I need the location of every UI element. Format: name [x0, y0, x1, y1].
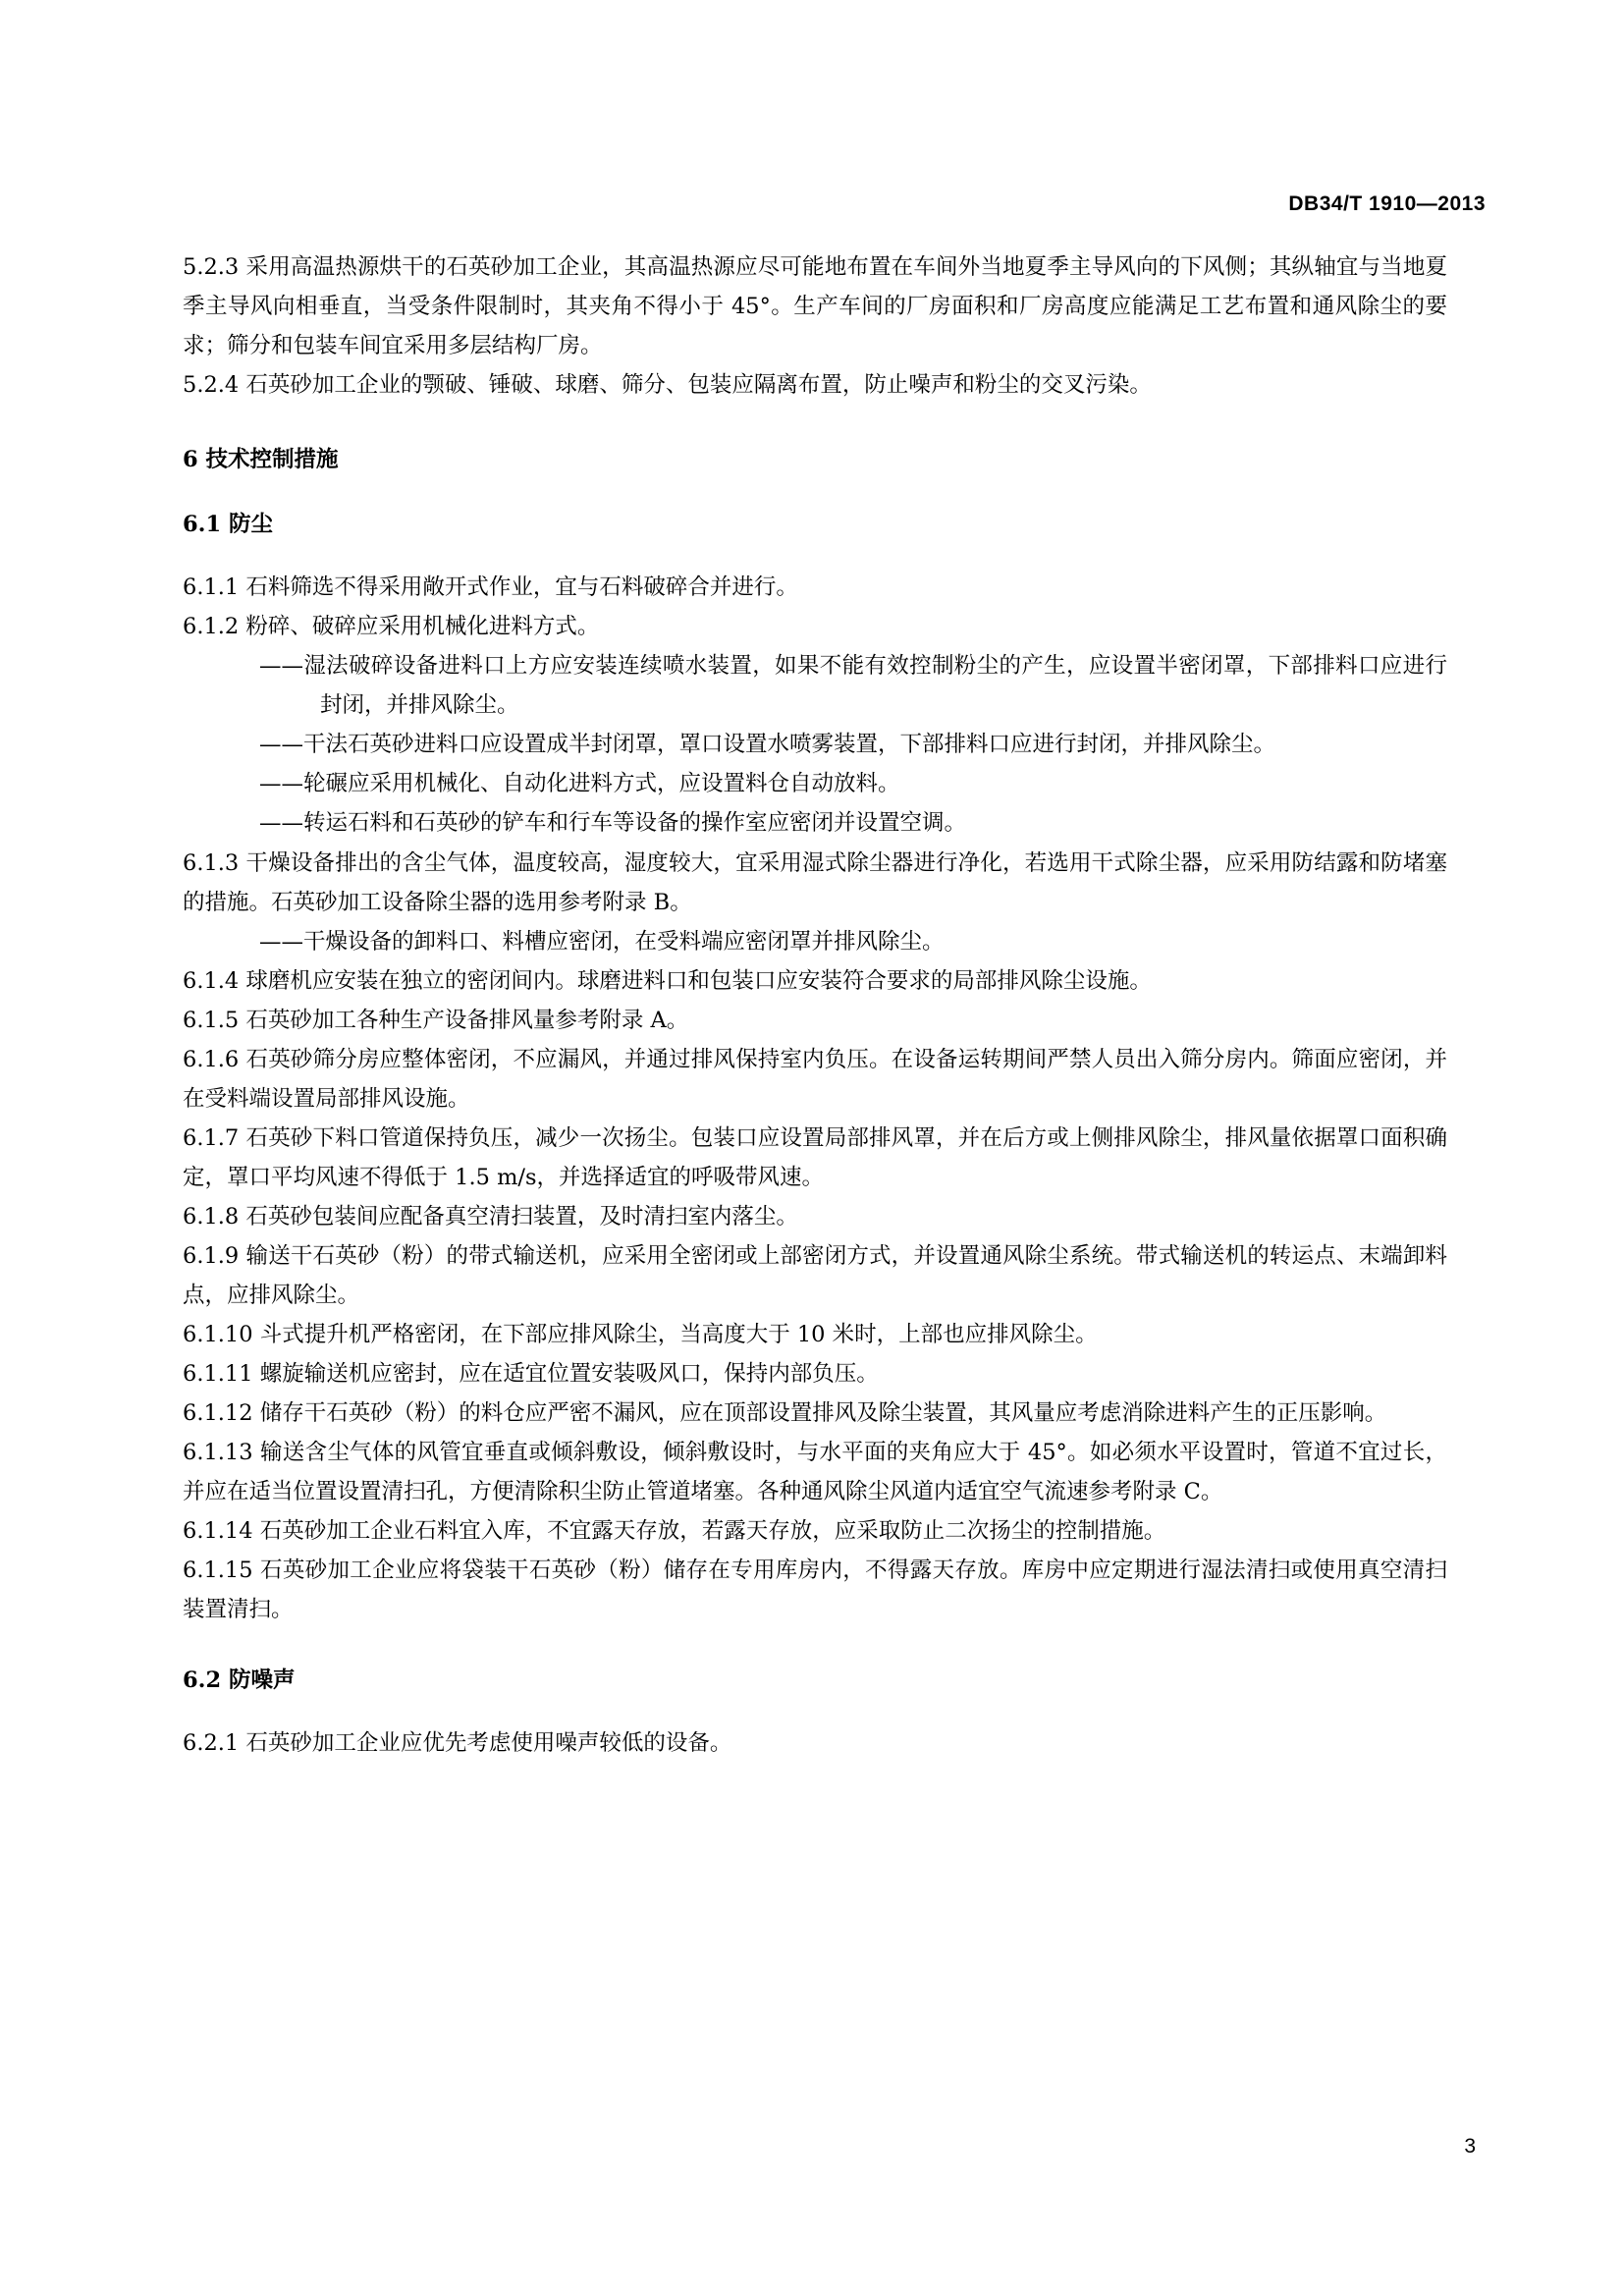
clause-6-1-3-dash-1: ——干燥设备的卸料口、料槽应密闭，在受料端应密闭罩并排风除尘。	[259, 928, 945, 955]
clause-6-1-5: 6.1.5 石英砂加工各种生产设备排风量参考附录 A。	[183, 1007, 689, 1033]
page-number: 3	[1464, 2135, 1476, 2158]
clause-6-1-8: 6.1.8 石英砂包装间应配备真空清扫装置，及时清扫室内落尘。	[183, 1203, 798, 1230]
clause-6-1-3: 6.1.3 干燥设备排出的含尘气体，温度较高，湿度较大，宜采用湿式除尘器进行净化，若选用干式除尘器，应采用防结露和防堵塞的措施。石英砂加工设备除尘器的选用参考附录 B。	[183, 849, 1447, 915]
clause-6-1-2-dash-1: ——湿法破碎设备进料口上方应安装连续喷水装置，如果不能有效控制粉尘的产生，应设置半密闭罩，下部排料口应进行封闭，并排风除尘。	[259, 653, 1447, 719]
section-heading-6-1: 6.1 防尘	[183, 512, 273, 538]
clause-6-1-7: 6.1.7 石英砂下料口管道保持负压，减少一次扬尘。包装口应设置局部排风罩，并在后方或上侧排风除尘，排风量依据罩口面积确定，罩口平均风速不得低于 1.5 m/s，并选择适宜的呼吸带风速。	[183, 1124, 1447, 1190]
clause-6-1-9: 6.1.9 输送干石英砂（粉）的带式输送机，应采用全密闭或上部密闭方式，并设置通风除尘系统。带式输送机的转运点、末端卸料点，应排风除尘。	[183, 1242, 1447, 1309]
clause-5-2-4: 5.2.4 石英砂加工企业的颚破、锤破、球磨、筛分、包装应隔离布置，防止噪声和粉尘的交叉污染。	[183, 372, 1152, 399]
clause-6-1-15: 6.1.15 石英砂加工企业应将袋装干石英砂（粉）储存在专用库房内，不得露天存放。库房中应定期进行湿法清扫或使用真空清扫装置清扫。	[183, 1558, 1447, 1623]
clause-6-1-1: 6.1.1 石料筛选不得采用敞开式作业，宜与石料破碎合并进行。	[183, 574, 798, 601]
clause-5-2-3: 5.2.3 采用高温热源烘干的石英砂加工企业，其高温热源应尽可能地布置在车间外当地夏季主导风向的下风侧；其纵轴宜与当地夏季主导风向相垂直，当受条件限制时，其夹角不得小于 45°。生产车间的厂房面积和厂房高度应能满足工艺布置和通风除尘的要求；筛分和包装车间宜采用多层结构厂房。	[183, 254, 1447, 359]
clause-6-1-2-dash-3: ——轮碾应采用机械化、自动化进料方式，应设置料仓自动放料。	[259, 771, 900, 797]
section-heading-6-2: 6.2 防噪声	[183, 1667, 296, 1694]
clause-6-2-1: 6.2.1 石英砂加工企业应优先考虑使用噪声较低的设备。	[183, 1730, 732, 1757]
clause-6-1-11: 6.1.11 螺旋输送机应密封，应在适宜位置安装吸风口，保持内部负压。	[183, 1361, 879, 1388]
clause-6-1-14: 6.1.14 石英砂加工企业石料宜入库，不宜露天存放，若露天存放，应采取防止二次扬尘的控制措施。	[183, 1518, 1166, 1545]
clause-6-1-13: 6.1.13 输送含尘气体的风管宜垂直或倾斜敷设，倾斜敷设时，与水平面的夹角应大于 45°。如必须水平设置时，管道不宜过长，并应在适当位置设置清扫孔，方便清除积尘防止管道堵塞。各种通风除尘风道内适宜空气流速参考附录 C。	[183, 1440, 1447, 1505]
clause-6-1-2-dash-4: ——转运石料和石英砂的铲车和行车等设备的操作室应密闭并设置空调。	[259, 810, 967, 837]
clause-6-1-4: 6.1.4 球磨机应安装在独立的密闭间内。球磨进料口和包装口应安装符合要求的局部排风除尘设施。	[183, 967, 1152, 994]
clause-6-1-2-dash-2: ——干法石英砂进料口应设置成半封闭罩，罩口设置水喷雾装置，下部排料口应进行封闭，并排风除尘。	[259, 732, 1276, 758]
clause-6-1-10: 6.1.10 斗式提升机严格密闭，在下部应排风除尘，当高度大于 10 米时，上部也应排风除尘。	[183, 1322, 1098, 1348]
clause-6-1-2: 6.1.2 粉碎、破碎应采用机械化进料方式。	[183, 614, 600, 640]
clause-6-1-6: 6.1.6 石英砂筛分房应整体密闭，不应漏风，并通过排风保持室内负压。在设备运转期间严禁人员出入筛分房内。筛面应密闭，并在受料端设置局部排风设施。	[183, 1046, 1447, 1112]
clause-6-1-12: 6.1.12 储存干石英砂（粉）的料仓应严密不漏风，应在顶部设置排风及除尘装置，其风量应考虑消除进料产生的正压影响。	[183, 1400, 1387, 1427]
section-heading-6: 6 技术控制措施	[183, 447, 339, 473]
page-header-standard-id: DB34/T 1910—2013	[1288, 192, 1486, 215]
document-body	[183, 247, 1447, 1764]
